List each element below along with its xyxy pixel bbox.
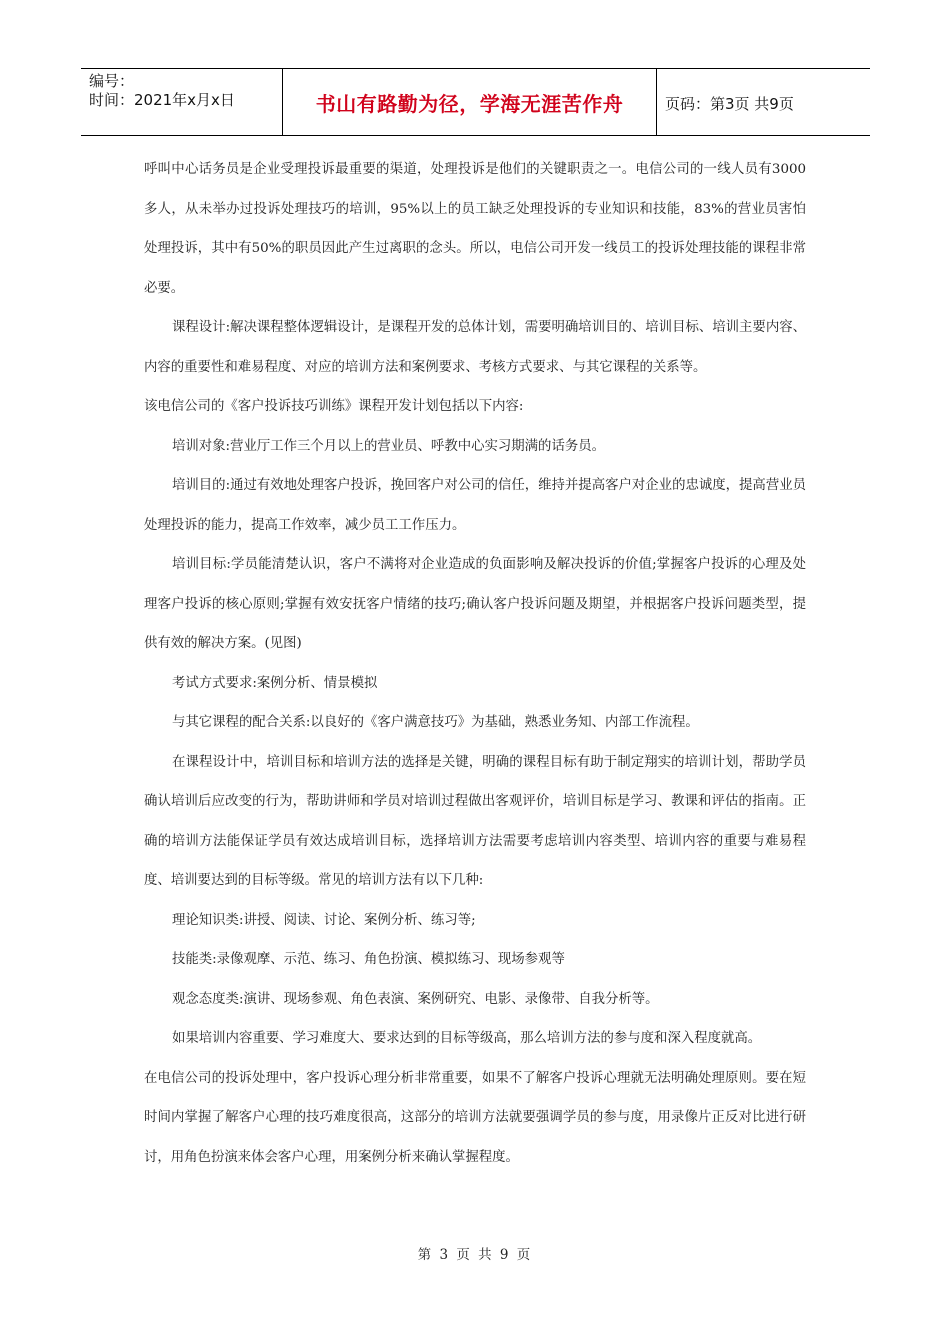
- page-footer: 第 3 页 共 9 页: [417, 1247, 533, 1263]
- header-page-info: 页码：第3页 共9页: [665, 95, 794, 113]
- document-body: [144, 150, 806, 1177]
- body-paragraph: 考试方式要求:案例分析、情景模拟: [172, 675, 378, 691]
- body-paragraph: 观念态度类:演讲、现场参观、角色表演、案例研究、电影、录像带、自我分析等。: [172, 991, 659, 1007]
- body-paragraph: 培训目的:通过有效地处理客户投诉，挽回客户对公司的信任，维持并提高客户对企业的忠诚度，提高营业员处理投诉的能力，提高工作效率，减少员工工作压力。: [144, 478, 806, 533]
- body-paragraph: 该电信公司的《客户投诉技巧训练》课程开发计划包括以下内容:: [144, 399, 524, 414]
- document-time-label: 时间：2021年x月x日: [89, 91, 235, 109]
- header-divider-right: [656, 69, 657, 135]
- body-paragraph: 理论知识类:讲授、阅读、讨论、案例分析、练习等;: [172, 912, 476, 928]
- body-paragraph: 培训目标:学员能清楚认识，客户不满将对企业造成的负面影响及解决投诉的价值;掌握客户投诉的心理及处理客户投诉的核心原则;掌握有效安抚客户情绪的技巧;确认客户投诉问题及期望，并根据客户投诉问题类型，提供有效的解决方案。(见图): [144, 557, 806, 651]
- body-paragraph: 培训对象:营业厅工作三个月以上的营业员、呼教中心实习期满的话务员。: [172, 438, 606, 454]
- body-paragraph: 在课程设计中，培训目标和培训方法的选择是关键，明确的课程目标有助于制定翔实的培训计划，帮助学员确认培训后应改变的行为，帮助讲师和学员对培训过程做出客观评价，培训目标是学习、教课和评估的指南。正确的培训方法能保证学员有效达成培训目标，选择培训方法需要考虑培训内容类型、培训内容的重要与难易程度、培训要达到的目标等级。常见的培训方法有以下几种:: [144, 754, 806, 888]
- body-paragraph: 课程设计:解决课程整体逻辑设计，是课程开发的总体计划，需要明确培训目的、培训目标、培训主要内容、内容的重要性和难易程度、对应的培训方法和案例要求、考核方式要求、与其它课程的关系等。: [144, 320, 806, 375]
- page-header: [81, 68, 870, 136]
- body-paragraph: 技能类:录像观摩、示范、练习、角色扮演、模拟练习、现场参观等: [172, 952, 565, 967]
- document-number-label: 编号：: [89, 72, 135, 90]
- body-paragraph: 呼叫中心话务员是企业受理投诉最重要的渠道，处理投诉是他们的关键职责之一。电信公司的一线人员有3000多人，从未举办过投诉处理技巧的培训，95%以上的员工缺乏处理投诉的专业知识和技能，83%的营业员害怕处理投诉，其中有50%的职员因此产生过离职的念头。所以，电信公司开发一线员工的投诉处理技能的课程非常必要。: [144, 162, 806, 296]
- header-motto: 书山有路勤为径，学海无涯苦作舟: [315, 92, 624, 116]
- body-paragraph: 如果培训内容重要、学习难度大、要求达到的目标等级高，那么培训方法的参与度和深入程度就高。: [172, 1031, 762, 1046]
- header-meta: [89, 72, 279, 110]
- body-paragraph: 与其它课程的配合关系:以良好的《客户满意技巧》为基础，熟悉业务知、内部工作流程。: [172, 715, 699, 730]
- body-paragraph: 在电信公司的投诉处理中，客户投诉心理分析非常重要，如果不了解客户投诉心理就无法明确处理原则。要在短时间内掌握了解客户心理的技巧难度很高，这部分的培训方法就要强调学员的参与度，用录像片正反对比进行研讨，用角色扮演来体会客户心理，用案例分析来确认掌握程度。: [144, 1070, 806, 1165]
